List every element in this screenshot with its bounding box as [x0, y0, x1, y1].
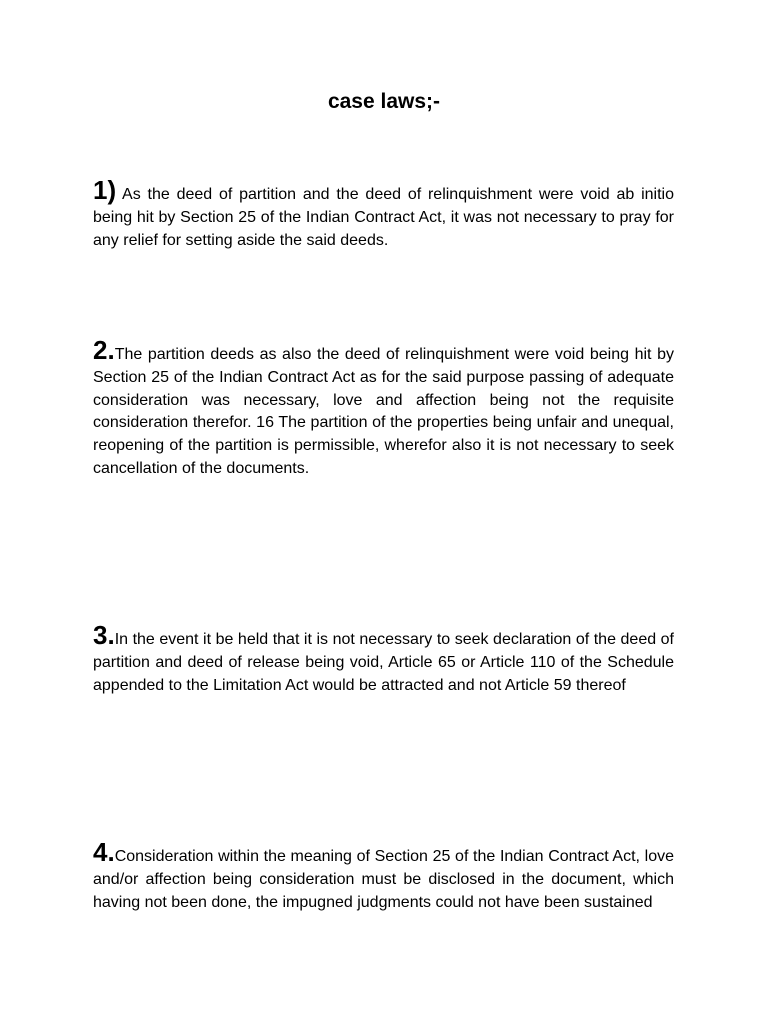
- paragraph-number: 3.: [93, 620, 115, 650]
- paragraph-text: The partition deeds as also the deed of relinquishment were void being hit by Section 25 of the Indian Contract Act as for the said purpose passing of adequate consideration was necessary, love and affection being not the requisite consideration therefor. 16 The partition of the properties being unfair and unequal, reopening of the partition is permissible, wherefor also it is not necessary to seek cancellation of the documents.: [93, 346, 674, 477]
- paragraph-number: 2.: [93, 335, 115, 365]
- paragraph-number: 1): [93, 175, 117, 205]
- paragraph-text: As the deed of partition and the deed of relinquishment were void ab initio being hit by Section 25 of the Indian Contract Act, it was not necessary to pray for any relief for setting aside the said deeds.: [93, 186, 674, 249]
- paragraph-number: 4.: [93, 837, 115, 867]
- case-law-paragraph-4: [93, 837, 674, 914]
- case-law-paragraph-2: [93, 335, 674, 481]
- case-law-paragraph-1: [93, 175, 674, 252]
- paragraph-text: In the event it be held that it is not necessary to seek declaration of the deed of partition and deed of release being void, Article 65 or Article 110 of the Schedule appended to the Limitation Act would be attracted and not Article 59 thereof: [93, 631, 674, 694]
- paragraph-text: Consideration within the meaning of Section 25 of the Indian Contract Act, love and/or affection being consideration must be disclosed in the document, which having not been done, the impugned judgments could not have been sustained: [93, 848, 674, 911]
- document-title: case laws;-: [327, 90, 441, 113]
- case-law-paragraph-3: [93, 620, 674, 697]
